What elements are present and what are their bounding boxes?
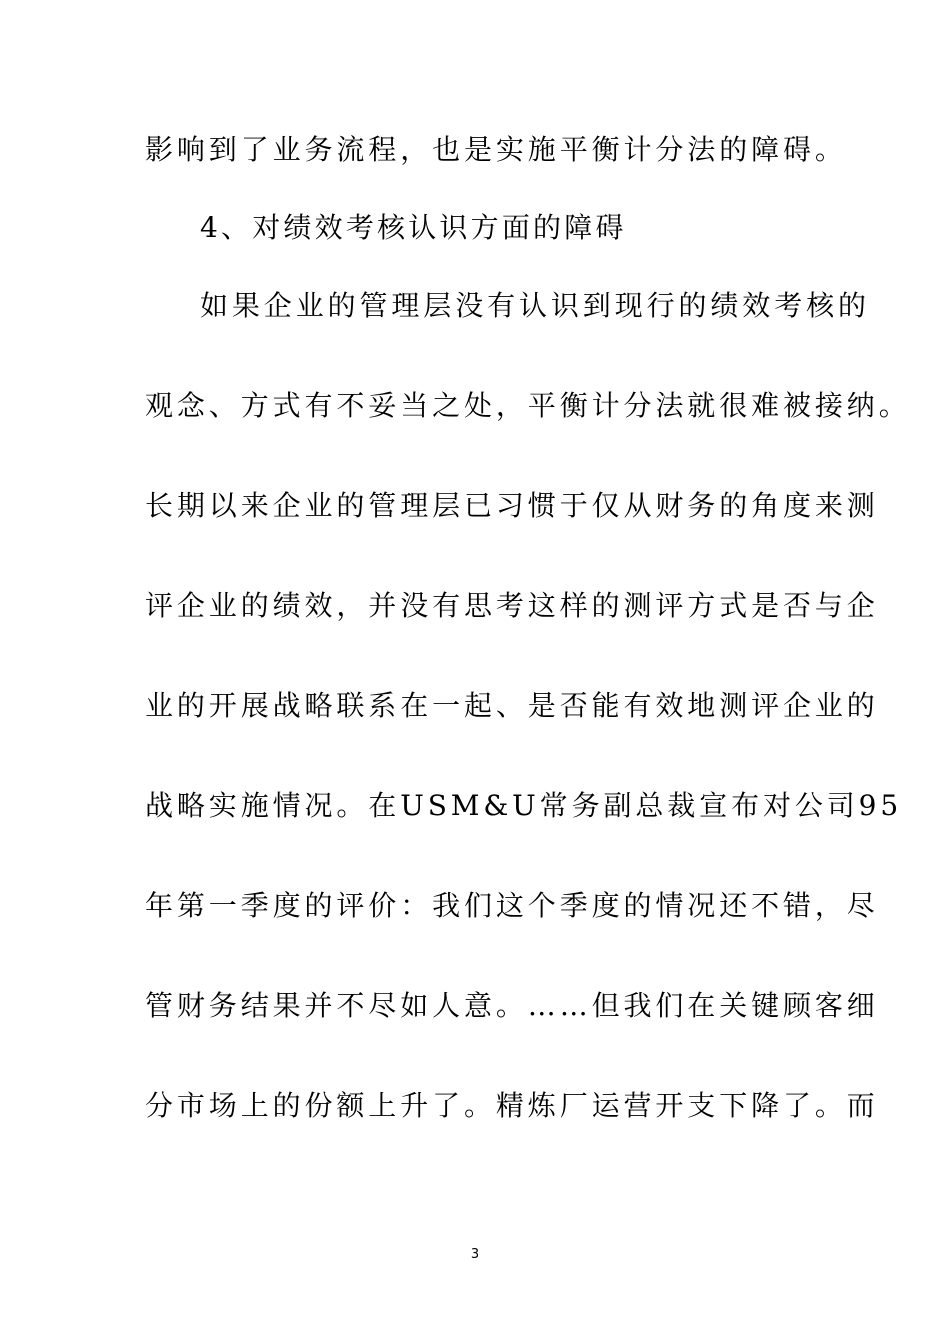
page-number: 3 bbox=[470, 1247, 480, 1262]
text-line-7: 业的开展战略联系在一起、是否能有效地测评企业的 bbox=[145, 689, 879, 722]
text-line-10: 管财务结果并不尽如人意。……但我们在关键顾客细 bbox=[145, 989, 879, 1022]
text-line-11: 分市场上的份额上升了。精炼厂运营开支下降了。而 bbox=[145, 1089, 879, 1122]
text-line-3: 如果企业的管理层没有认识到现行的绩效考核的 bbox=[200, 289, 870, 322]
text-line-9: 年第一季度的评价：我们这个季度的情况还不错，尽 bbox=[145, 889, 879, 922]
text-line-8: 战略实施情况。在USM&U常务副总裁宣布对公司95 bbox=[145, 789, 903, 822]
text-line-5: 长期以来企业的管理层已习惯于仅从财务的角度来测 bbox=[145, 489, 879, 522]
text-line-6: 评企业的绩效，并没有思考这样的测评方式是否与企 bbox=[145, 589, 879, 622]
text-line-4: 观念、方式有不妥当之处，平衡计分法就很难被接纳。 bbox=[145, 389, 911, 422]
section-heading: 4、对绩效考核认识方面的障碍 bbox=[200, 211, 627, 244]
text-line-1: 影响到了业务流程，也是实施平衡计分法的障碍。 bbox=[145, 133, 847, 166]
